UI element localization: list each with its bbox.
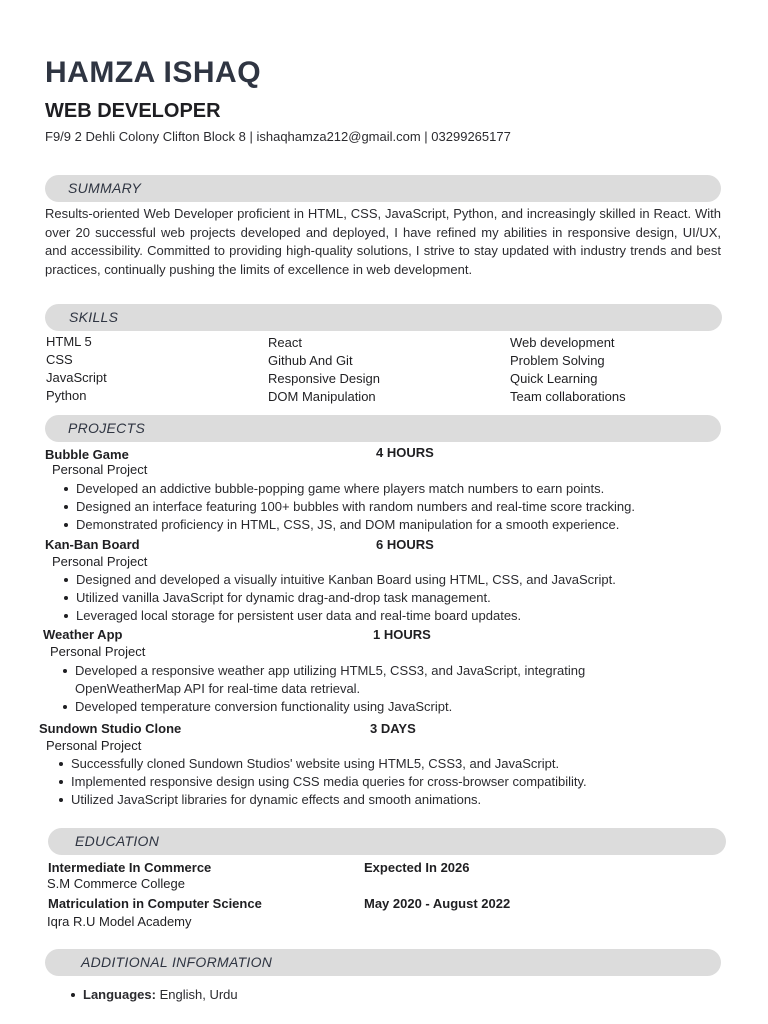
project-bullets [75,662,655,716]
section-bar-education [48,828,726,855]
project-title: Sundown Studio Clone [39,721,182,736]
project-bullets [71,755,711,809]
list-item: Developed temperature conversion functionality using JavaScript. [75,698,655,716]
project-duration: 3 DAYS [370,721,416,736]
section-title-summary: SUMMARY [68,180,142,196]
project-type: Personal Project [52,462,148,477]
section-title-skills: SKILLS [69,309,119,325]
skill-item: Web development [510,335,615,350]
education-date: Expected In 2026 [364,860,470,875]
contact-line: F9/9 2 Dehli Colony Clifton Block 8 | ishaqhamza212@gmail.com | 03299265177 [45,129,511,144]
skills-column-3 [510,334,626,406]
list-item: Developed an addictive bubble-popping game where players match numbers to earn points. [76,480,716,498]
job-title: WEB DEVELOPER [45,100,221,122]
project-title: Weather App [43,627,123,642]
list-item: Successfully cloned Sundown Studios' website using HTML5, CSS3, and JavaScript. [71,755,711,773]
candidate-name: HAMZA ISHAQ [45,56,262,89]
project-title: Bubble Game [45,447,129,462]
project-bullets [76,571,716,625]
skill-item: Quick Learning [510,371,598,386]
list-item: Utilized JavaScript libraries for dynamic effects and smooth animations. [71,791,711,809]
education-date: May 2020 - August 2022 [364,896,511,911]
section-bar-projects [45,415,721,442]
skill-item: Team collaborations [510,389,626,404]
skill-item: DOM Manipulation [268,389,376,404]
additional-bullets [83,986,683,1004]
project-type: Personal Project [46,738,142,753]
list-item [83,986,683,1004]
education-institution: Iqra R.U Model Academy [47,914,192,929]
list-item: Developed a responsive weather app utilizing HTML5, CSS3, and JavaScript, integrating OpenWeatherMap API for real-time data retrieval. [75,662,655,698]
skill-item: Responsive Design [268,371,381,386]
list-item: Leveraged local storage for persistent user data and real-time board updates. [76,607,716,625]
skill-item: Python [46,388,87,403]
skill-item: JavaScript [46,370,107,385]
education-degree: Matriculation in Computer Science [48,896,262,911]
skill-item: React [268,335,302,350]
section-title-additional: ADDITIONAL INFORMATION [81,954,273,970]
section-bar-additional [45,949,721,976]
project-duration: 6 HOURS [376,537,434,552]
skill-item: Problem Solving [510,353,605,368]
skill-item: Github And Git [268,353,353,368]
education-institution: S.M Commerce College [47,876,185,891]
section-bar-skills [45,304,722,331]
list-item: Designed and developed a visually intuitive Kanban Board using HTML, CSS, and JavaScript. [76,571,716,589]
section-bar-summary [45,175,721,202]
project-duration: 1 HOURS [373,627,431,642]
list-item: Demonstrated proficiency in HTML, CSS, JS, and DOM manipulation for a smooth experience. [76,516,716,534]
education-degree: Intermediate In Commerce [48,860,212,875]
skill-item: HTML 5 [46,334,92,349]
skill-item: CSS [46,352,73,367]
skills-column-1 [46,333,107,405]
project-title: Kan-Ban Board [45,537,140,552]
skills-column-2 [268,334,380,406]
list-item: Utilized vanilla JavaScript for dynamic drag-and-drop task management. [76,589,716,607]
languages-label: Languages: [83,987,156,1002]
project-duration: 4 HOURS [376,445,434,460]
list-item: Designed an interface featuring 100+ bubbles with random numbers and real-time score tracking. [76,498,716,516]
summary-paragraph: Results-oriented Web Developer proficient in HTML, CSS, JavaScript, Python, and increasingly skilled in React. With over 20 successful web projects developed and deployed, I have refined my abilities in responsive design, UI/UX, and accessibility. Committed to providing high-quality solutions, I strive to stay updated with industry trends and best practices, continually pushing the limits of excellence in web development. [45,206,721,277]
section-title-projects: PROJECTS [68,420,146,436]
project-type: Personal Project [52,554,148,569]
project-bullets [76,480,716,534]
languages-value: English, Urdu [155,987,238,1002]
list-item: Implemented responsive design using CSS media queries for cross-browser compatibility. [71,773,711,791]
project-type: Personal Project [50,644,146,659]
section-title-education: EDUCATION [75,833,160,849]
